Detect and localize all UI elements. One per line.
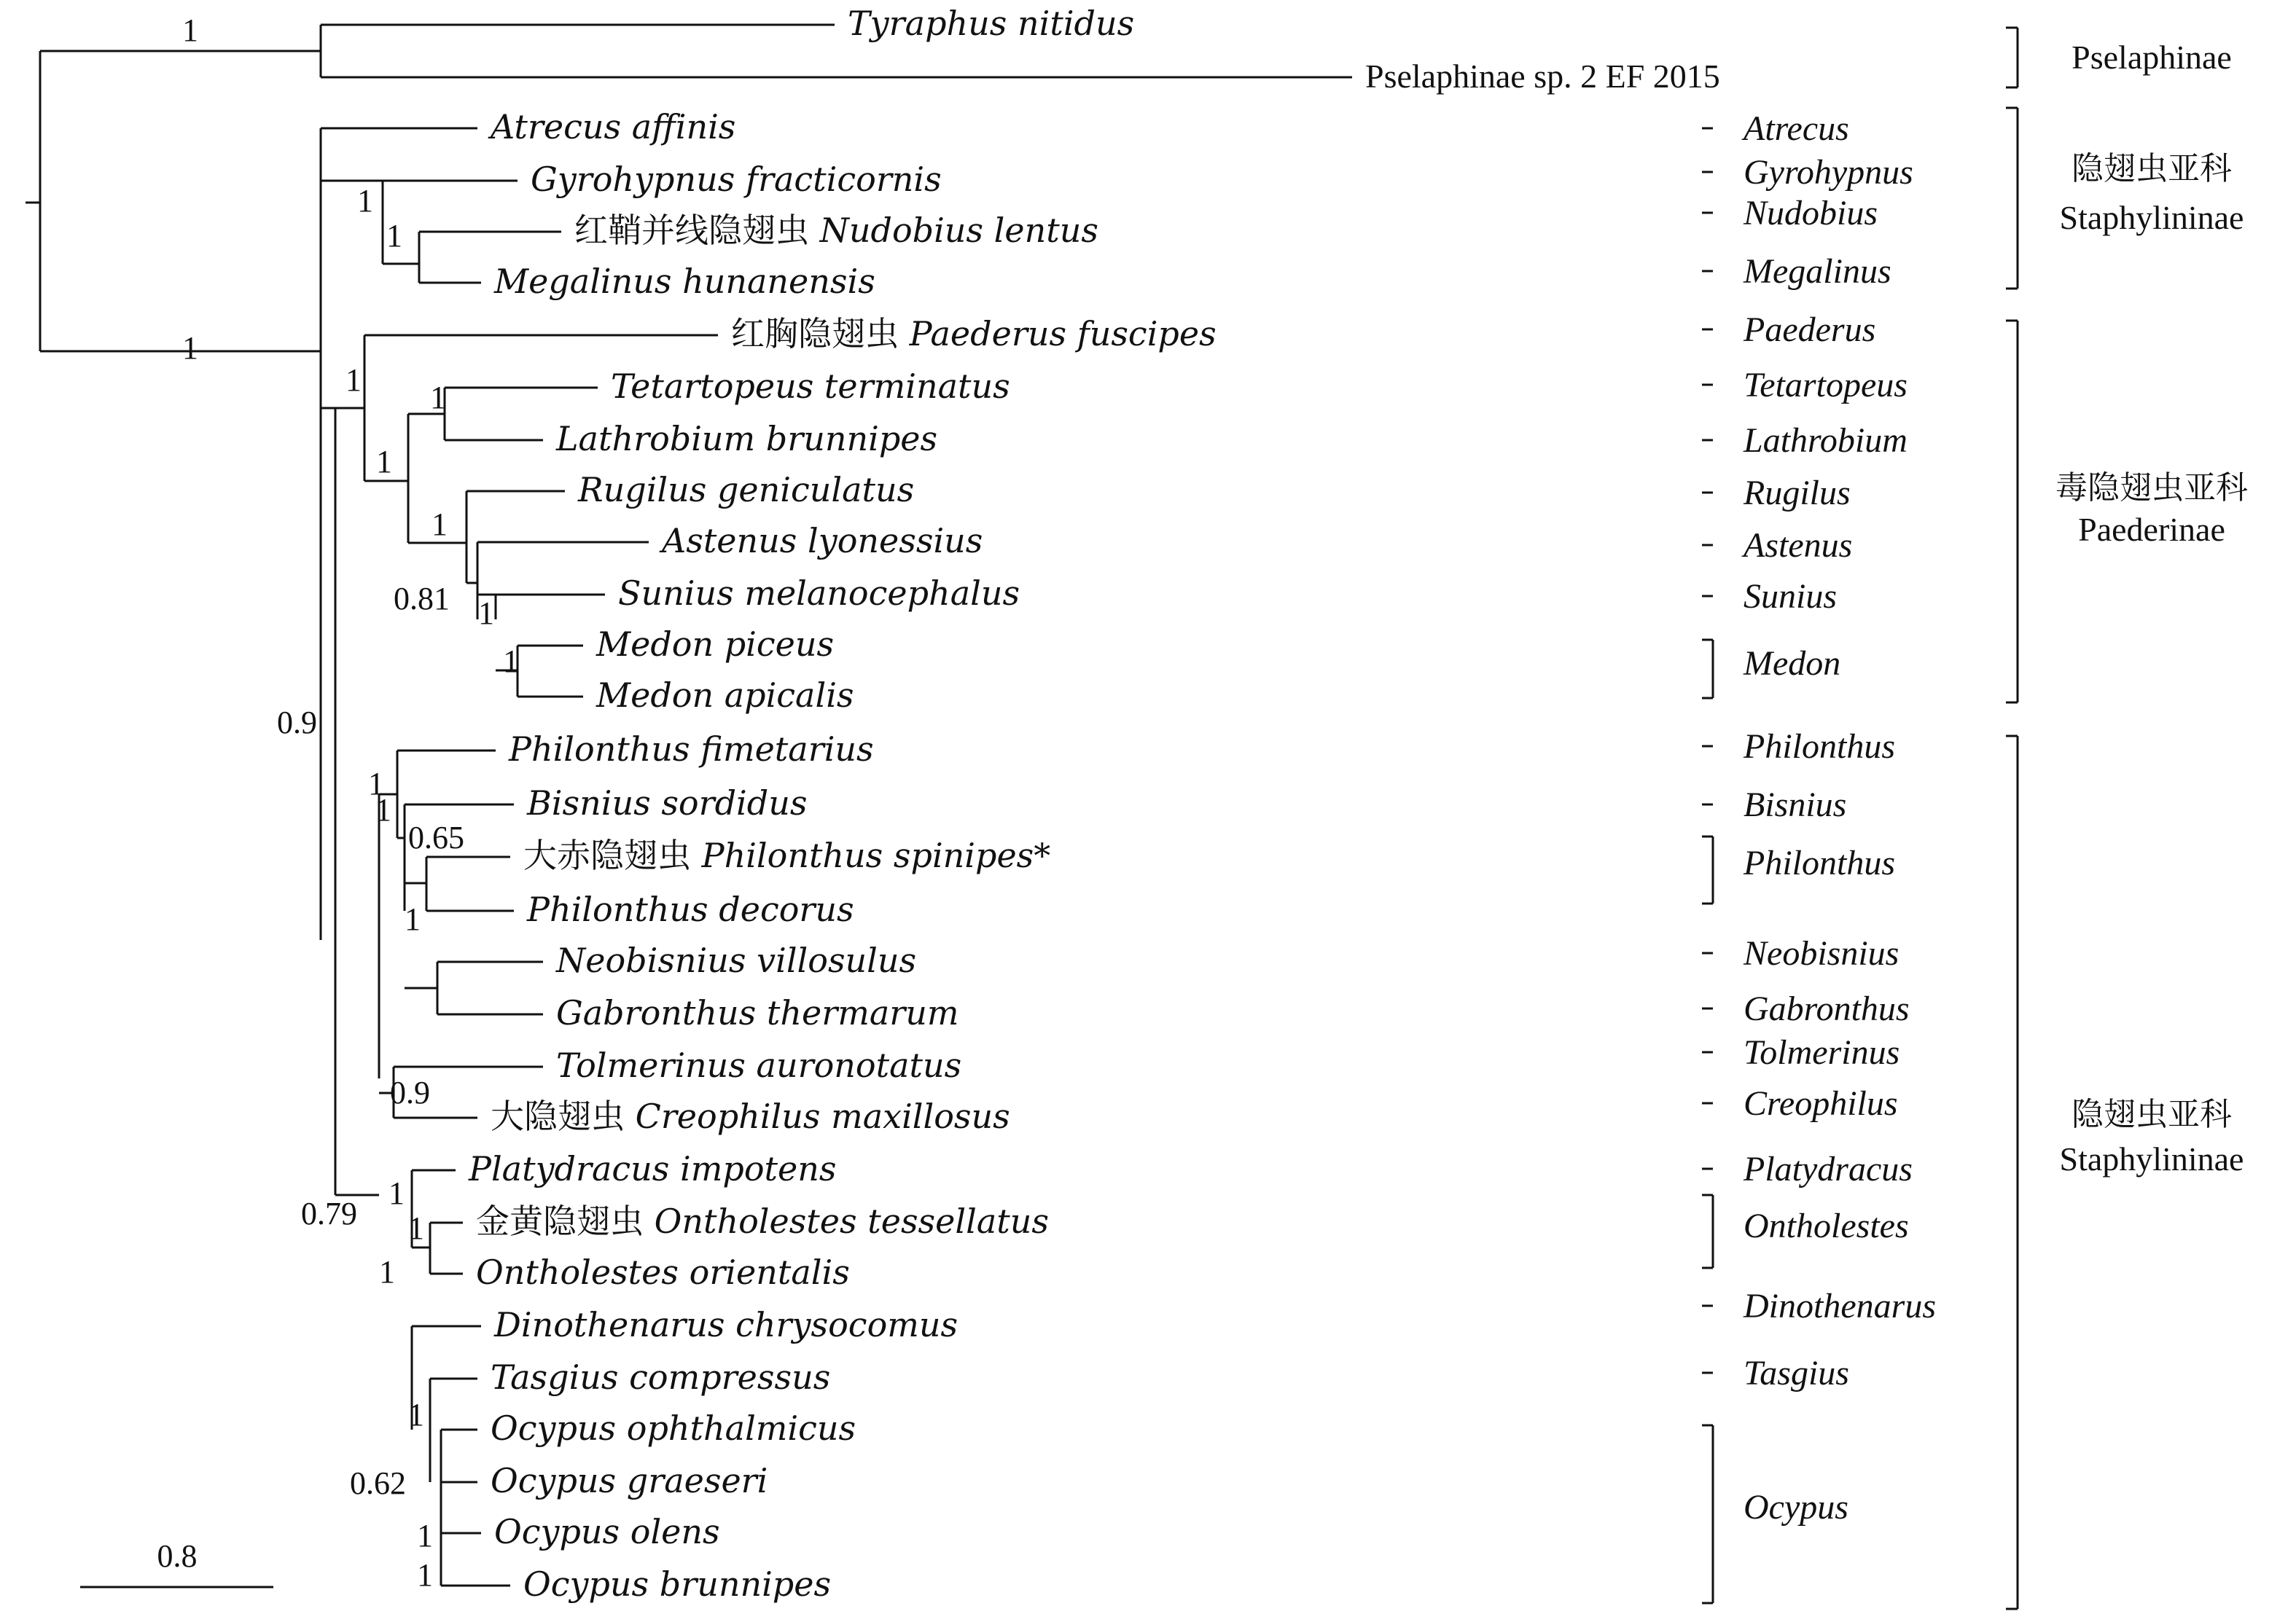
subfamily-latin-name: Pselaphinae — [2072, 39, 2232, 76]
taxon-latin-name: Tolmerinus auronotatus — [556, 1046, 962, 1085]
taxon-latin-name: Megalinus hunanensis — [494, 262, 875, 301]
genus-label: Ocypus — [1744, 1488, 1848, 1527]
subfamily-latin-name: Staphylininae — [2059, 1140, 2244, 1178]
taxon-label — [526, 783, 807, 823]
taxon-label — [523, 1564, 831, 1604]
taxon-chinese-name: 大隐翅虫 — [491, 1097, 636, 1136]
taxon-latin-name: Pselaphinae sp. 2 EF 2015 — [1365, 58, 1720, 95]
genus-label: Gyrohypnus — [1744, 153, 1913, 192]
genus-label: Dinothenarus — [1744, 1287, 1936, 1325]
support-value: 0.81 — [394, 581, 450, 616]
support-value: 0.9 — [390, 1075, 430, 1110]
taxon-label — [555, 941, 916, 980]
support-value: 1 — [405, 901, 421, 937]
genus-label: Ontholestes — [1744, 1207, 1909, 1245]
taxon-label — [659, 521, 983, 560]
support-value: 0.65 — [408, 820, 464, 855]
taxon-chinese-name: 大赤隐翅虫 — [523, 836, 702, 875]
taxon-label — [493, 262, 875, 301]
genus-label: Platydracus — [1744, 1150, 1913, 1188]
taxon-latin-name: Philonthus fimetarius — [509, 729, 874, 769]
taxon-latin-name: Platydracus impotens — [469, 1149, 837, 1188]
support-value: 1 — [408, 1210, 424, 1246]
support-value: 1 — [386, 218, 402, 254]
taxon-latin-name: Medon apicalis — [596, 675, 854, 715]
genus-label: Tolmerinus — [1744, 1033, 1900, 1072]
genus-label: Bisnius — [1744, 786, 1847, 824]
taxon-label — [556, 1046, 961, 1085]
support-value: 1 — [432, 506, 448, 542]
taxon-label — [494, 1512, 720, 1551]
taxon-label — [596, 624, 834, 664]
taxon-chinese-name: 红胸隐翅虫 — [731, 314, 910, 353]
support-value: 1 — [503, 643, 519, 679]
support-value: 0.79 — [301, 1196, 357, 1231]
taxon-label — [531, 160, 942, 199]
support-value: 1 — [182, 330, 198, 366]
genus-label: Philonthus — [1744, 727, 1896, 766]
taxon-chinese-name: 红鞘并线隐翅虫 — [574, 211, 820, 250]
genus-label: Nudobius — [1744, 194, 1878, 232]
genus-label: Lathrobium — [1744, 421, 1908, 460]
support-value: 1 — [357, 183, 373, 219]
support-value: 1 — [182, 12, 198, 48]
tree-branches — [26, 25, 2018, 1609]
genus-label: Tasgius — [1744, 1354, 1849, 1392]
taxon-label — [577, 470, 914, 509]
taxon-label — [555, 419, 937, 458]
support-value: 1 — [379, 1254, 395, 1290]
taxon-label — [488, 107, 735, 146]
taxon-label — [508, 729, 874, 769]
taxon-latin-name: Atrecus affinis — [491, 107, 736, 146]
genus-label: Paederus — [1744, 310, 1876, 349]
taxon-latin-name: Ocypus graeseri — [491, 1461, 768, 1500]
support-value: 1 — [478, 595, 494, 631]
taxon-latin-name: Ontholestes orientalis — [476, 1253, 850, 1292]
taxon-latin-name: Tyraphus nitidus — [848, 4, 1135, 43]
genus-label: Atrecus — [1744, 109, 1849, 148]
subfamily-latin-name: Paederinae — [2078, 511, 2225, 548]
support-value: 1 — [408, 1397, 424, 1433]
taxon-latin-name: Gyrohypnus fracticornis — [531, 160, 942, 199]
genus-label: Gabronthus — [1744, 990, 1910, 1028]
taxon-latin-name: Ocypus olens — [494, 1512, 720, 1551]
support-value: 0.62 — [350, 1465, 406, 1501]
taxon-label — [468, 1149, 836, 1188]
genus-label: Rugilus — [1744, 474, 1851, 512]
taxon-latin-name: Ocypus ophthalmicus — [491, 1409, 856, 1448]
taxon-label — [491, 1461, 768, 1500]
taxon-latin-name: Neobisnius villosulus — [556, 941, 917, 980]
genus-label: Medon — [1744, 644, 1841, 683]
taxon-latin-name: Philonthus spinipes* — [701, 836, 1051, 875]
taxon-label — [526, 890, 854, 929]
genus-label: Creophilus — [1744, 1084, 1898, 1123]
taxon-chinese-name: 金黄隐翅虫 — [476, 1202, 655, 1241]
taxon-latin-name: Astenus lyonessius — [662, 521, 983, 560]
genus-label: Sunius — [1744, 577, 1838, 616]
support-value: 1 — [368, 766, 384, 802]
genus-label: Astenus — [1744, 526, 1853, 565]
taxon-label — [556, 993, 959, 1033]
taxon-latin-name: Nudobius lentus — [819, 211, 1098, 250]
support-value: 1 — [375, 792, 391, 828]
support-value: 1 — [417, 1557, 433, 1593]
taxon-latin-name: Paederus fuscipes — [909, 314, 1217, 353]
taxon-label — [731, 314, 1217, 353]
subfamily-chinese-name: 隐翅虫亚科 — [2072, 150, 2232, 187]
taxon-label — [491, 1409, 856, 1448]
support-value: 1 — [417, 1518, 433, 1554]
support-value: 1 — [430, 380, 446, 415]
taxon-latin-name: Tetartopeus terminatus — [611, 367, 1010, 406]
taxon-latin-name: Creophilus maxillosus — [635, 1097, 1010, 1136]
taxon-latin-name: Medon piceus — [596, 624, 835, 664]
taxon-label — [523, 836, 1050, 875]
subfamily-chinese-name: 毒隐翅虫亚科 — [2055, 469, 2248, 506]
taxon-latin-name: Gabronthus thermarum — [556, 993, 959, 1033]
taxon-latin-name: Dinothenarus chrysocomus — [494, 1305, 958, 1344]
taxon-label — [491, 1097, 1010, 1136]
taxon-latin-name: Ocypus brunnipes — [523, 1564, 832, 1604]
taxon-latin-name: Sunius melanocephalus — [618, 573, 1020, 613]
taxon-latin-name: Ontholestes tessellatus — [654, 1202, 1049, 1241]
taxon-label — [1365, 58, 1720, 95]
taxon-label — [476, 1202, 1049, 1241]
taxon-label — [618, 573, 1020, 613]
taxon-latin-name: Lathrobium brunnipes — [556, 419, 938, 458]
taxon-latin-name: Tasgius compressus — [491, 1358, 831, 1397]
taxon-label — [596, 675, 854, 715]
support-value: 1 — [388, 1175, 405, 1211]
taxon-label — [491, 1358, 830, 1397]
taxon-label — [476, 1253, 850, 1292]
subfamily-chinese-name: 隐翅虫亚科 — [2072, 1096, 2232, 1133]
taxon-label — [848, 4, 1134, 43]
scale-bar-label: 0.8 — [157, 1538, 198, 1574]
taxon-label — [574, 211, 1098, 250]
genus-label: Philonthus — [1744, 844, 1896, 882]
subfamily-latin-name: Staphylininae — [2059, 199, 2244, 236]
taxon-label — [493, 1305, 958, 1344]
taxon-label — [611, 367, 1010, 406]
support-value: 0.9 — [277, 705, 317, 740]
taxon-latin-name: Rugilus geniculatus — [578, 470, 915, 509]
taxon-latin-name: Philonthus decorus — [527, 890, 854, 929]
genus-label: Tetartopeus — [1744, 366, 1908, 404]
genus-label: Neobisnius — [1744, 934, 1899, 973]
support-value: 1 — [345, 362, 362, 398]
taxon-latin-name: Bisnius sordidus — [527, 783, 808, 823]
genus-label: Megalinus — [1744, 252, 1891, 291]
support-value: 1 — [376, 444, 392, 479]
